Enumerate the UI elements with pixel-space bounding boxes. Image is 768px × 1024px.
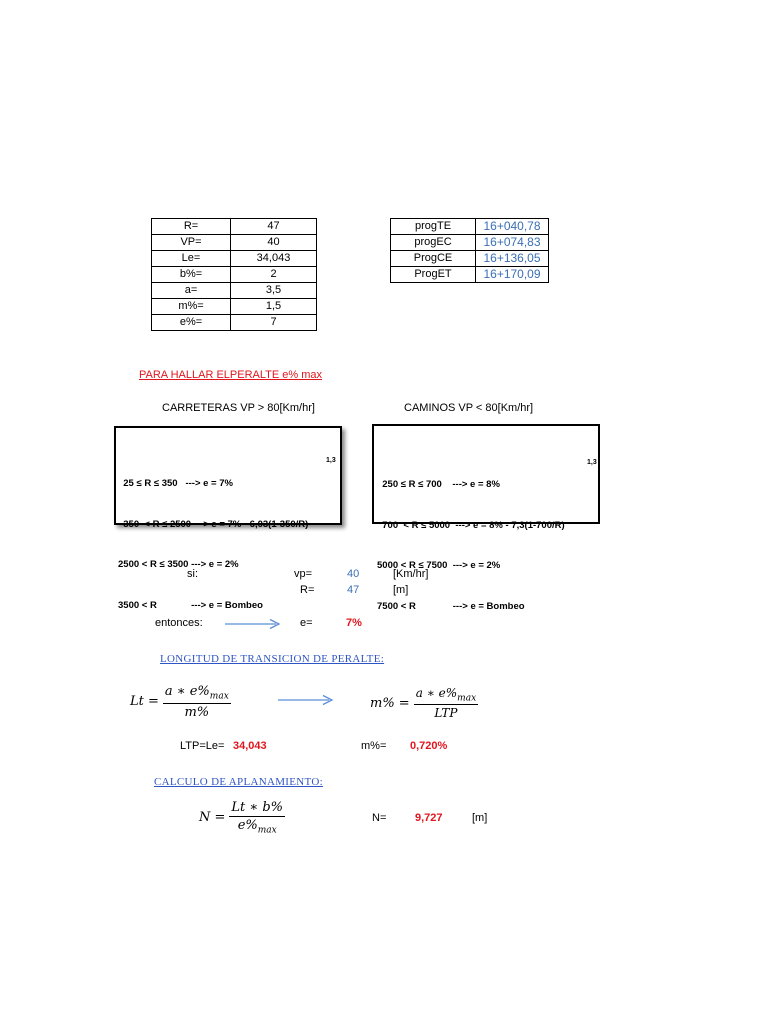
prog-table (390, 218, 549, 283)
condition-line: 25 ≤ R ≤ 350 ---> e = 7% (118, 478, 233, 489)
m-result-label: m%= (361, 740, 387, 752)
condition-line: 3500 < R ---> e = Bombeo (118, 599, 263, 611)
carreteras-conditions (118, 450, 308, 639)
param-value: 34,043 (231, 251, 317, 267)
si-label: si: (187, 568, 198, 580)
table-row (152, 219, 317, 235)
caminos-title: CAMINOS VP < 80[Km/hr] (404, 402, 534, 414)
entonces-label: entonces: (155, 617, 203, 629)
prog-value: 16+136,05 (476, 251, 549, 267)
formula-lhs: Lt = (130, 694, 159, 710)
e-label: e= (300, 617, 313, 629)
formula-fraction (229, 800, 285, 836)
prog-label: progTE (391, 219, 476, 235)
formula-lhs: N = (199, 810, 226, 826)
formula-numerator: a ∗ $e\%_{max}$ (415, 686, 477, 704)
param-label: a= (152, 283, 231, 299)
condition-line: 350 < R ≤ 2500 ---> e = 7% - 6,03(1-350/R) (118, 518, 309, 530)
vp-label: vp= (294, 568, 313, 580)
prog-value: 16+040,78 (476, 219, 549, 235)
longitud-heading: LONGITUD DE TRANSICION DE PERALTE: (160, 653, 385, 665)
formula-m (370, 686, 478, 720)
table-row (391, 235, 549, 251)
condition-line: 700 < R ≤ 5000 ---> e = 8% - 7,3(1-700/R) (377, 519, 565, 531)
prog-label: progEC (391, 235, 476, 251)
param-label: Le= (152, 251, 231, 267)
condition-line: 5000 < R ≤ 7500 ---> e = 2% (377, 560, 501, 571)
condition-line: 250 ≤ R ≤ 700 ---> e = 8% (377, 479, 500, 490)
prog-value: 16+074,83 (476, 235, 549, 251)
param-value: 2 (231, 267, 317, 283)
table-row (391, 267, 549, 283)
prog-label: ProgCE (391, 251, 476, 267)
param-value: 3,5 (231, 283, 317, 299)
formula-n (199, 800, 285, 836)
prog-label: ProgET (391, 267, 476, 283)
r-label: R= (300, 584, 315, 596)
peralte-heading: PARA HALLAR ELPERALTE e% max (139, 369, 322, 381)
param-label: m%= (152, 299, 231, 315)
param-value: 47 (231, 219, 317, 235)
ltp-value: 34,043 (233, 740, 267, 752)
m-result-value: 0,720% (410, 740, 448, 752)
carreteras-title: CARRETERAS VP > 80[Km/hr] (162, 402, 315, 414)
table-row (152, 299, 317, 315)
param-value: 1,5 (231, 299, 317, 315)
n-unit: [m] (472, 812, 488, 824)
formula-numerator: Lt ∗ b% (231, 800, 284, 815)
n-value: 9,727 (415, 812, 443, 824)
carreteras-exponent: 1,3 (326, 457, 336, 464)
params-table (151, 218, 317, 331)
ltp-label: LTP=Le= (180, 740, 225, 752)
r-unit: [m] (393, 584, 409, 596)
formula-denominator: $e\%_{max}$ (237, 818, 277, 836)
table-row (152, 235, 317, 251)
formula-fraction (414, 686, 478, 720)
formula-numerator: a ∗ $e\%_{max}$ (164, 684, 229, 702)
arrow-right-icon (224, 618, 282, 630)
param-value: 7 (231, 315, 317, 331)
param-label: e%= (152, 315, 231, 331)
vp-value: 40 (347, 568, 360, 580)
param-label: VP= (152, 235, 231, 251)
param-value: 40 (231, 235, 317, 251)
r-value: 47 (347, 584, 360, 596)
table-row (152, 251, 317, 267)
arrow-right-icon (277, 694, 335, 706)
aplanamiento-heading: CALCULO DE APLANAMIENTO: (154, 776, 323, 788)
param-label: R= (152, 219, 231, 235)
vp-unit: [Km/hr] (393, 568, 429, 580)
formula-lhs: m% = (370, 695, 410, 711)
condition-line: 7500 < R ---> e = Bombeo (377, 600, 525, 612)
prog-value: 16+170,09 (476, 267, 549, 283)
n-label: N= (372, 812, 387, 824)
param-label: b%= (152, 267, 231, 283)
table-row (152, 283, 317, 299)
caminos-conditions (377, 451, 565, 640)
table-row (391, 251, 549, 267)
condition-line: 2500 < R ≤ 3500 ---> e = 2% (118, 559, 239, 570)
table-row (152, 315, 317, 331)
formula-lt (130, 684, 231, 720)
formula-denominator: m% (184, 704, 210, 720)
e-value: 7% (346, 617, 362, 629)
formula-fraction (163, 684, 231, 720)
formula-denominator: LTP (434, 706, 458, 721)
table-row (391, 219, 549, 235)
table-row (152, 267, 317, 283)
caminos-exponent: 1,3 (587, 459, 597, 466)
